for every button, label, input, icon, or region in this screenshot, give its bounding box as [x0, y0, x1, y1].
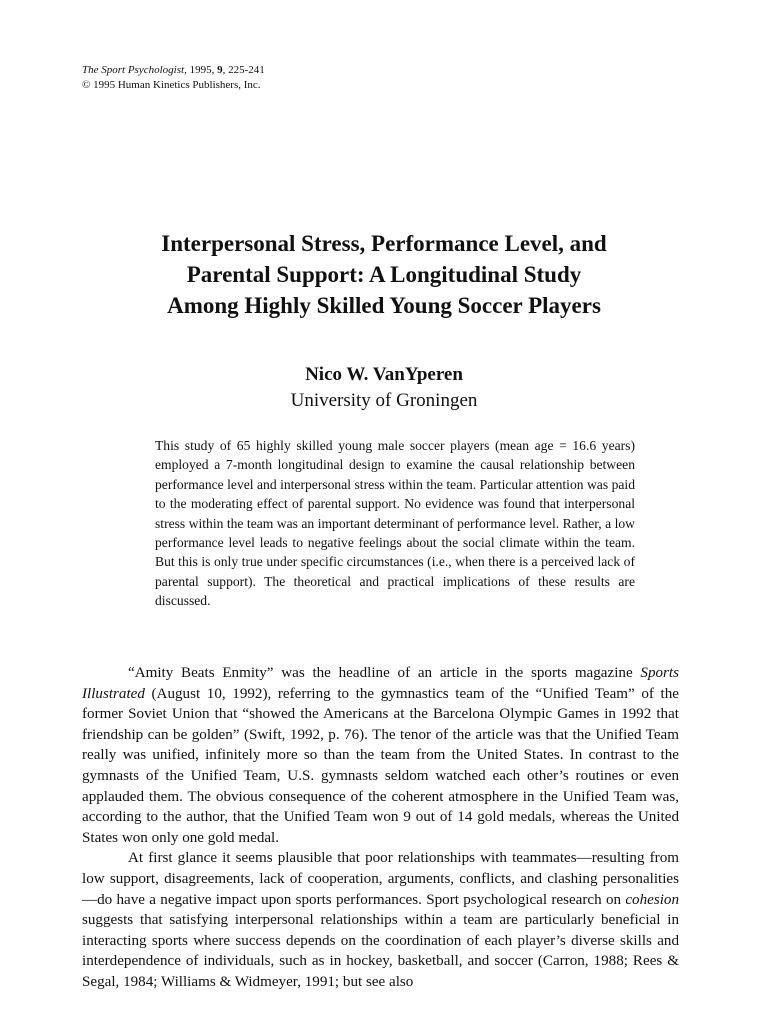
abstract: This study of 65 highly skilled young male soccer players (mean age = 16.6 years) employed a 7-month longitudinal design to examine the causal relationship between performance level and interpersonal stress within the team. Particular attention was paid to the moderating effect of parental support. No evidence was found that interpersonal stress within the team was an important determinant of performance level. Rather, a low performance level leads to negative feelings about the social climate within the team. But this is only true under specific circumstances (i.e., when there is a perceived lack of parental support). The theoretical and practical implications of these results are discussed. — [155, 438, 635, 609]
citation-line — [82, 63, 265, 78]
title-line-1: Interpersonal Stress, Performance Level, and — [161, 231, 607, 256]
author-affiliation: University of Groningen — [290, 390, 478, 411]
citation-year: , 1995, — [184, 64, 218, 76]
emphasized-term: cohesion — [625, 891, 679, 908]
running-header — [82, 63, 265, 93]
paragraph-2 — [82, 848, 679, 992]
title-line-3: Among Highly Skilled Young Soccer Players — [167, 293, 601, 318]
paragraph-1-text-b: (August 10, 1992), referring to the gymnastics team of the “Unified Team” of the former Soviet Union that “showed the Americans at the Barcelona Olympic Games in 1992 that friendship can be golden” (Swift, 1992, p. 76). The tenor of the article was that the Unified Team really was unified, infinitely more so than the team from the United States. In contrast to the gymnasts of the Unified Team, U.S. gymnasts seldom watched each other’s routines or even applauded them. The obvious consequence of the coherent atmosphere in the Unified Team was, according to the author, that the Unified Team won 9 out of 14 gold medals, whereas the United States won only one gold medal. — [82, 685, 679, 846]
journal-name: The Sport Psychologist — [82, 64, 185, 76]
body-text — [82, 663, 679, 993]
citation-pages: , 225-241 — [222, 64, 265, 76]
paragraph-1 — [82, 663, 679, 848]
paragraph-1-text-a: “Amity Beats Enmity” was the headline of an article in the sports magazine — [128, 665, 641, 681]
copyright-line: © 1995 Human Kinetics Publishers, Inc. — [82, 79, 261, 91]
title-line-2: Parental Support: A Longitudinal Study — [186, 262, 582, 287]
paragraph-2-text-a: At first glance it seems plausible that poor relationships with teammates—resulting from low support, disagreements, lack of cooperation, arguments, conflicts, and clashing personalities—do have a negative impact upon sports performances. Sport psychological research on — [82, 850, 679, 908]
paragraph-2-text-b: suggests that satisfying interpersonal relationships within a team are particularly beneficial in interacting sports where success depends on the coordination of each player’s diverse skills and interdependence of individuals, such as in hockey, basketball, and soccer (Carron, 1988; Rees & Segal, 1984; Williams & Widmeyer, 1991; but see also — [82, 912, 679, 990]
magazine-name: Sports Illustrated — [82, 665, 679, 702]
citation-volume: 9 — [217, 64, 223, 76]
paper-title — [40, 228, 728, 321]
author-name: Nico W. VanYperen — [305, 364, 463, 385]
